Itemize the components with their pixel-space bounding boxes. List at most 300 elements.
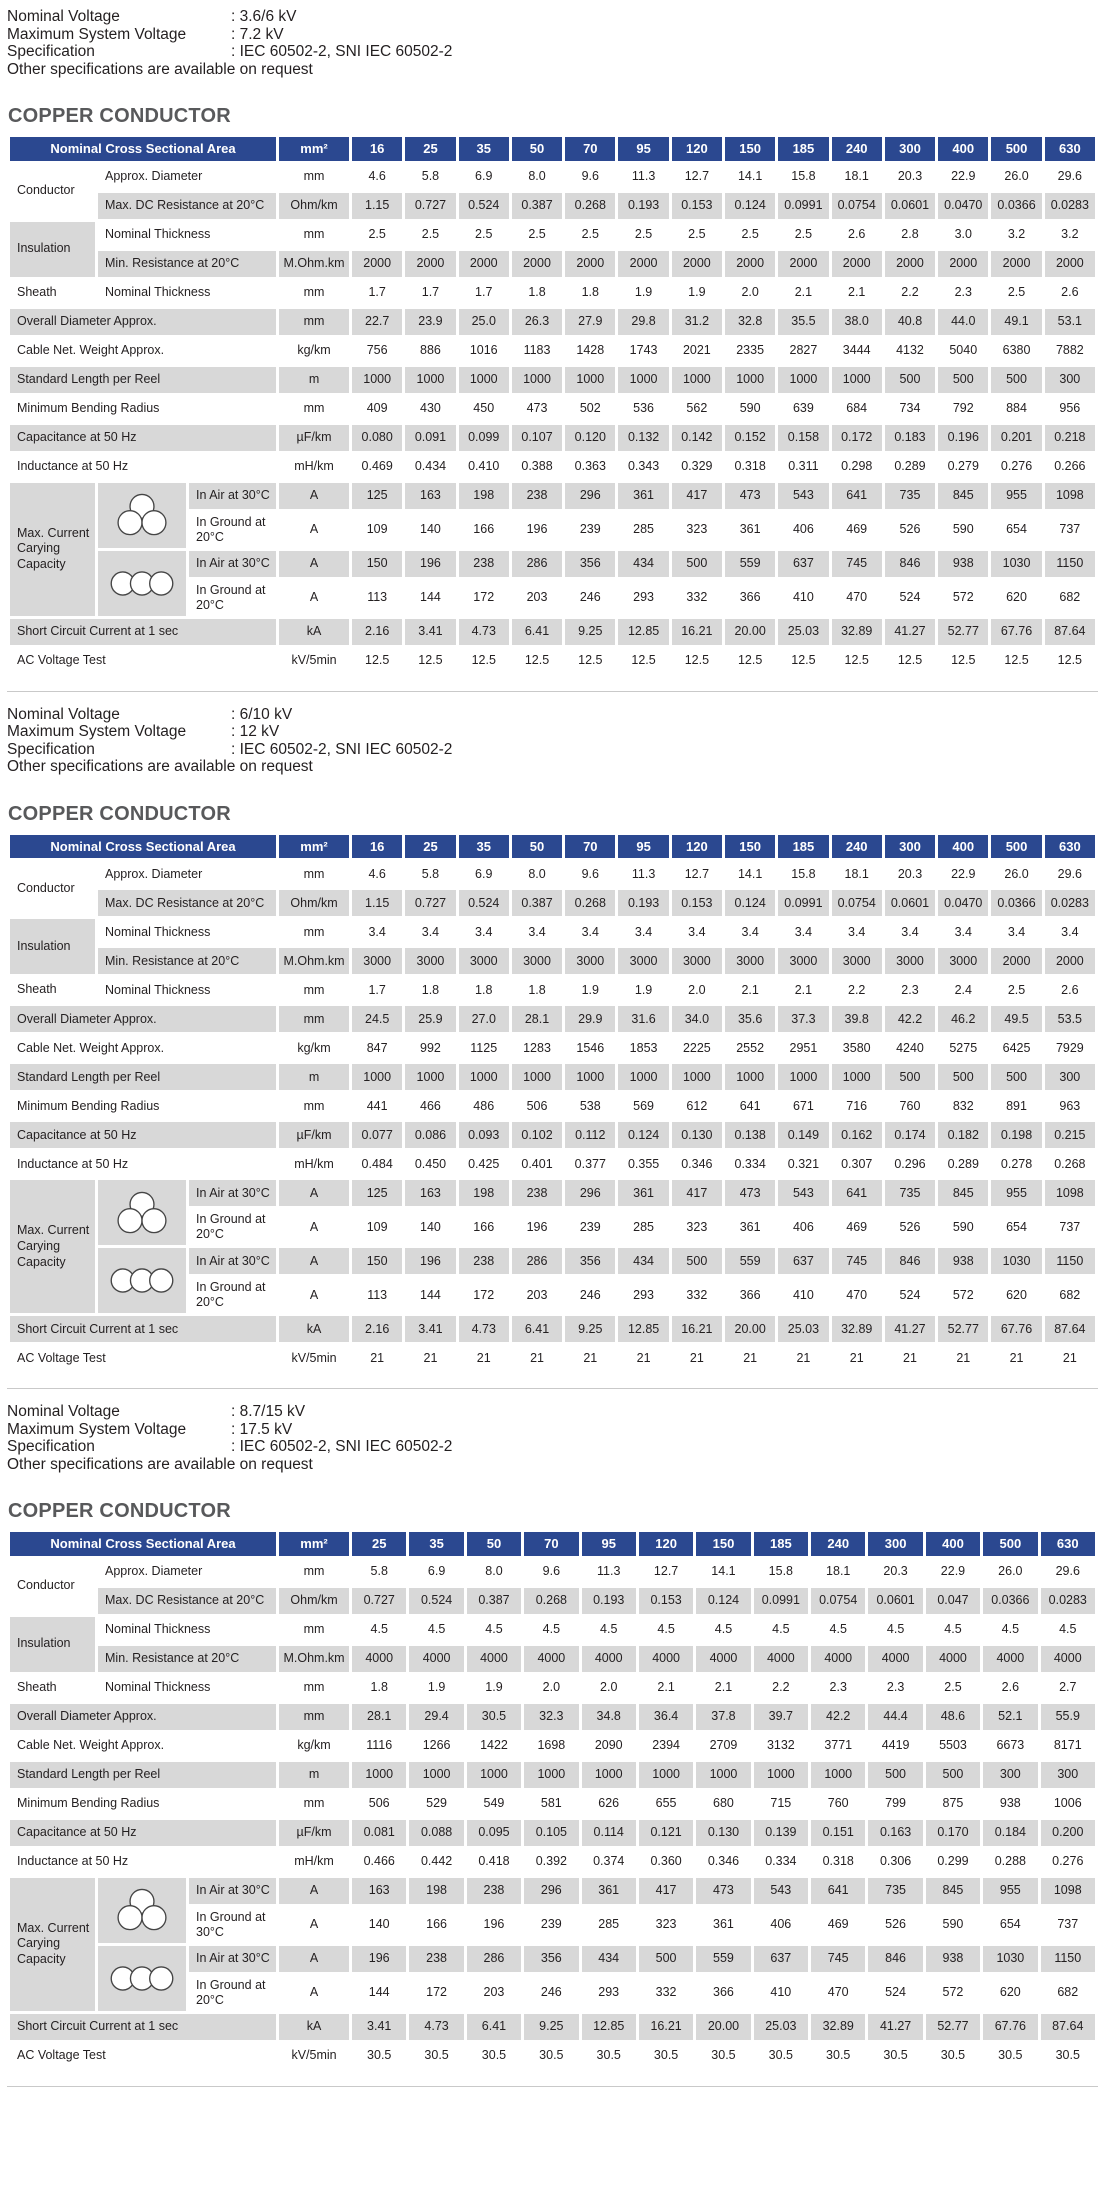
table-row (10, 1675, 1095, 1701)
value-cell: 2.6 (848, 227, 866, 242)
value-cell: 1.9 (485, 1680, 503, 1695)
row-label: Cable Net. Weight Approx. (17, 1040, 165, 1055)
value-cell: 0.121 (639, 1820, 693, 1846)
value-cell: 0.268 (524, 1588, 578, 1614)
value-cell: 16.21 (672, 619, 722, 645)
size-header-cell: 300 (885, 137, 935, 161)
value-cell: 891 (1006, 1098, 1027, 1113)
size-header-cell: 500 (991, 137, 1041, 161)
value-cell: 332 (686, 590, 708, 605)
value-cell: 0.153 (639, 1588, 693, 1614)
spec-block (7, 8, 1098, 61)
value-cell: 0.0991 (778, 193, 828, 219)
table-row (10, 1617, 1095, 1643)
table-row (10, 948, 1095, 974)
value-cell: 0.0283 (1041, 1588, 1095, 1614)
value-cell: 1000 (778, 367, 828, 393)
value-cell: 0.0283 (1045, 890, 1095, 916)
size-header-cell: 120 (672, 137, 722, 161)
value-cell: 35.5 (778, 309, 828, 335)
value-cell: 163 (405, 1180, 455, 1206)
value-cell: 21 (796, 1350, 811, 1365)
value-cell: 3000 (832, 948, 882, 974)
value-cell: 0.153 (672, 890, 722, 916)
value-cell: 15.8 (791, 169, 816, 184)
value-cell: 506 (368, 1796, 390, 1811)
unit-cell: kV/5min (291, 653, 337, 668)
value-cell: 799 (885, 1796, 907, 1811)
row-label: AC Voltage Test (17, 653, 106, 668)
spec-line (7, 1403, 1098, 1421)
flat-arrangement-icon (98, 551, 186, 616)
value-cell: 2.5 (1007, 982, 1026, 997)
row-label: Overall Diameter Approx. (10, 1006, 276, 1032)
spec-label: Maximum System Voltage (7, 723, 187, 741)
table-row (10, 1035, 1095, 1061)
value-cell: 2.5 (475, 227, 493, 242)
value-cell: 1000 (352, 1762, 406, 1788)
value-cell: 25.03 (778, 619, 828, 645)
value-cell: 2000 (1045, 948, 1095, 974)
value-cell: 0.124 (725, 193, 775, 219)
row-label: Nominal Thickness (105, 1622, 211, 1637)
row-label: Minimum Bending Radius (17, 1098, 160, 1113)
value-cell: 0.095 (467, 1820, 521, 1846)
value-cell: 2.0 (741, 285, 759, 300)
value-cell: 0.0470 (938, 890, 988, 916)
value-cell: 196 (483, 1917, 505, 1932)
value-cell: 2552 (736, 1040, 765, 1055)
value-cell: 4.6 (368, 866, 386, 881)
unit-cell: mm (303, 1098, 325, 1113)
value-cell: 2.3 (954, 285, 972, 300)
value-cell: 0.112 (565, 1122, 615, 1148)
value-cell: 0.172 (832, 425, 882, 451)
value-cell: 1000 (405, 367, 455, 393)
value-cell: 1000 (352, 1064, 402, 1090)
value-cell: 29.9 (565, 1006, 615, 1032)
value-cell: 0.0470 (938, 193, 988, 219)
value-cell: 2000 (618, 251, 668, 277)
value-cell: 25.03 (778, 1316, 828, 1342)
size-header-cell: 95 (618, 137, 668, 161)
value-cell: 3.4 (1061, 924, 1079, 939)
value-cell: 36.4 (639, 1704, 693, 1730)
value-cell: 1000 (696, 1762, 750, 1788)
value-cell: 682 (1059, 590, 1081, 605)
value-cell: 38.0 (832, 309, 882, 335)
value-cell: 238 (512, 483, 562, 509)
value-cell: 4.6 (368, 169, 386, 184)
row-group-label: Insulation (10, 222, 95, 277)
value-cell: 25.0 (459, 309, 509, 335)
unit-cell: kA (279, 619, 349, 645)
row-group-label: Sheath (10, 280, 95, 306)
unit-cell: M.Ohm.km (279, 948, 349, 974)
value-cell: 1000 (352, 367, 402, 393)
value-cell: 0.0366 (991, 890, 1041, 916)
value-cell: 2021 (682, 343, 711, 358)
value-cell: 1000 (778, 1064, 828, 1090)
size-header-cell: 400 (926, 1532, 980, 1556)
value-cell: 559 (725, 1248, 775, 1274)
value-cell: 163 (352, 1878, 406, 1904)
value-cell: 40.8 (885, 309, 935, 335)
size-header-cell: 150 (725, 137, 775, 161)
value-cell: 543 (778, 1180, 828, 1206)
size-header-cell: 70 (524, 1532, 578, 1556)
value-cell: 9.25 (565, 1316, 615, 1342)
value-cell: 0.0754 (832, 890, 882, 916)
value-cell: 4000 (868, 1646, 922, 1672)
value-cell: 3.4 (475, 924, 493, 939)
value-cell: 30.5 (768, 2048, 794, 2063)
value-cell: 620 (1006, 590, 1027, 605)
value-cell: 113 (367, 590, 388, 605)
value-cell: 0.174 (885, 1122, 935, 1148)
value-cell: 2.0 (688, 982, 706, 997)
section-heading: COPPER CONDUCTOR (8, 105, 231, 127)
table-row (10, 977, 1095, 1003)
value-cell: 20.00 (725, 619, 775, 645)
value-cell: 163 (405, 483, 455, 509)
value-cell: 300 (1045, 367, 1095, 393)
value-cell: 26.0 (998, 1564, 1023, 1579)
value-cell: 4000 (524, 1646, 578, 1672)
table-row (10, 425, 1095, 451)
table-row (10, 1064, 1095, 1090)
value-cell: 14.1 (737, 866, 763, 881)
value-cell: 87.64 (1045, 619, 1095, 645)
value-cell: 2335 (736, 343, 765, 358)
value-cell: 417 (672, 483, 722, 509)
trefoil-arrangement-icon (98, 483, 186, 548)
value-cell: 67.76 (991, 619, 1041, 645)
value-cell: 0.318 (734, 459, 766, 474)
value-cell: 2.7 (1059, 1680, 1077, 1695)
value-cell: 1000 (832, 367, 882, 393)
value-cell: 0.193 (618, 890, 668, 916)
value-cell: 0.0991 (754, 1588, 808, 1614)
value-cell: 612 (686, 1098, 708, 1113)
value-cell: 1283 (523, 1040, 551, 1055)
table-row (10, 1006, 1095, 1032)
value-cell: 356 (565, 1248, 615, 1274)
value-cell: 21 (849, 1350, 864, 1365)
spec-line (7, 723, 1098, 741)
value-cell: 0.102 (512, 1122, 562, 1148)
spec-label: Nominal Voltage (7, 705, 120, 723)
value-cell: 35.6 (725, 1006, 775, 1032)
value-cell: 41.27 (885, 619, 935, 645)
value-cell: 737 (1059, 1219, 1081, 1234)
row-label: In Air at 30°C (189, 1946, 276, 1972)
value-cell: 18.1 (826, 1564, 851, 1579)
row-label: Approx. Diameter (105, 1564, 203, 1579)
value-cell: 0.276 (1000, 459, 1033, 474)
value-cell: 27.9 (565, 309, 615, 335)
value-cell: 2.5 (741, 227, 759, 242)
table-row (10, 1180, 1095, 1206)
value-cell: 21 (530, 1350, 544, 1365)
value-cell: 29.6 (1057, 169, 1083, 184)
value-cell: 15.8 (791, 866, 816, 881)
value-cell: 53.5 (1045, 1006, 1095, 1032)
value-cell: 1698 (537, 1738, 566, 1753)
spec-value: : 12 kV (231, 723, 280, 741)
value-cell: 1000 (639, 1762, 693, 1788)
value-cell: 293 (598, 1985, 620, 2000)
value-cell: 572 (952, 1287, 974, 1302)
size-header-cell: 500 (991, 835, 1041, 859)
size-header-cell: 35 (409, 1532, 463, 1556)
table-row (10, 1316, 1095, 1342)
value-cell: 2000 (1045, 251, 1095, 277)
value-cell: 473 (696, 1878, 750, 1904)
value-cell: 0.201 (991, 425, 1041, 451)
value-cell: 0.130 (672, 1122, 722, 1148)
value-cell: 2.3 (901, 982, 919, 997)
spec-value: : IEC 60502-2, SNI IEC 60502-2 (231, 740, 453, 758)
section-heading: COPPER CONDUCTOR (8, 1500, 231, 1523)
row-label: Minimum Bending Radius (17, 401, 160, 416)
row-label: Short Circuit Current at 1 sec (10, 1316, 276, 1342)
value-cell: 1000 (811, 1762, 865, 1788)
row-label: Min. Resistance at 20°C (98, 948, 276, 974)
value-cell: 2.5 (634, 227, 653, 242)
value-cell: 590 (952, 522, 974, 537)
value-cell: 1098 (1041, 1878, 1095, 1904)
value-cell: 39.8 (832, 1006, 882, 1032)
value-cell: 1.9 (634, 285, 653, 300)
value-cell: 20.00 (725, 1316, 775, 1342)
value-cell: 0.434 (414, 459, 447, 474)
value-cell: 884 (1006, 401, 1027, 416)
row-group-label: Sheath (10, 977, 95, 1003)
value-cell: 0.418 (478, 1854, 510, 1869)
value-cell: 30.5 (481, 2048, 507, 2063)
value-cell: 52.77 (938, 619, 988, 645)
value-cell: 745 (832, 1248, 882, 1274)
value-cell: 1125 (470, 1040, 498, 1055)
value-cell: 4000 (696, 1646, 750, 1672)
value-cell: 4.5 (944, 1622, 962, 1637)
value-cell: 0.279 (947, 459, 979, 474)
value-cell: 0.193 (618, 193, 668, 219)
value-cell: 3.4 (528, 924, 546, 939)
value-cell: 2000 (778, 251, 828, 277)
value-cell: 0.355 (627, 1156, 660, 1171)
value-cell: 20.00 (696, 2014, 750, 2040)
table-row (10, 1762, 1095, 1788)
unit-cell: A (309, 1985, 319, 2000)
value-cell: 543 (778, 483, 828, 509)
value-cell: 1428 (576, 343, 605, 358)
value-cell: 2.6 (1061, 285, 1079, 300)
value-cell: 559 (725, 551, 775, 577)
value-cell: 144 (420, 590, 441, 605)
value-cell: 6.41 (512, 1316, 562, 1342)
value-cell: 21 (370, 1350, 385, 1365)
value-cell: 470 (846, 1287, 868, 1302)
value-cell: 12.5 (418, 653, 443, 668)
row-label: Capacitance at 50 Hz (10, 1820, 276, 1846)
value-cell: 238 (467, 1878, 521, 1904)
value-cell: 293 (633, 590, 654, 605)
row-group-label: Insulation (10, 1617, 95, 1672)
value-cell: 760 (899, 1098, 921, 1113)
value-cell: 1.7 (421, 285, 440, 300)
value-cell: 1.15 (352, 193, 402, 219)
section-divider (7, 2086, 1098, 2087)
value-cell: 470 (846, 590, 868, 605)
value-cell: 2.1 (714, 1680, 733, 1695)
value-cell: 55.9 (1041, 1704, 1095, 1730)
value-cell: 4000 (409, 1646, 463, 1672)
table-row (10, 919, 1095, 945)
value-cell: 12.5 (471, 653, 496, 668)
value-cell: 0.0754 (811, 1588, 865, 1614)
value-cell: 536 (633, 401, 654, 416)
value-cell: 172 (473, 590, 495, 605)
unit-cell: mm (303, 227, 325, 242)
value-cell: 37.3 (778, 1006, 828, 1032)
value-cell: 9.6 (581, 169, 599, 184)
value-cell: 5275 (949, 1040, 978, 1055)
value-cell: 1006 (1053, 1796, 1082, 1811)
value-cell: 2.4 (954, 982, 972, 997)
value-cell: 526 (899, 522, 921, 537)
unit-cell: Ohm/km (279, 1588, 349, 1614)
size-header-cell: 240 (832, 835, 882, 859)
value-cell: 4.5 (600, 1622, 618, 1637)
unit-cell: mm (303, 401, 325, 416)
value-cell: 0.387 (512, 890, 562, 916)
value-cell: 0.124 (725, 890, 775, 916)
value-cell: 4000 (639, 1646, 693, 1672)
value-cell: 3444 (842, 343, 871, 358)
unit-cell: kA (279, 2014, 349, 2040)
table-row (10, 861, 1095, 887)
unit-cell: mm (279, 309, 349, 335)
value-cell: 21 (743, 1350, 758, 1365)
value-cell: 6380 (1002, 343, 1031, 358)
value-cell: 992 (420, 1040, 441, 1055)
value-cell: 0.0366 (983, 1588, 1037, 1614)
value-cell: 1.9 (581, 982, 599, 997)
value-cell: 500 (938, 1064, 988, 1090)
value-cell: 0.0991 (778, 890, 828, 916)
value-cell: 2.5 (528, 227, 546, 242)
value-cell: 166 (426, 1917, 448, 1932)
value-cell: 417 (639, 1878, 693, 1904)
value-cell: 486 (473, 1098, 495, 1113)
value-cell: 0.307 (841, 1156, 873, 1171)
value-cell: 0.374 (593, 1854, 625, 1869)
copper-conductor-table (7, 1529, 1098, 2072)
size-header-cell: 300 (868, 1532, 922, 1556)
value-cell: 1000 (582, 1762, 636, 1788)
value-cell: 14.1 (737, 169, 763, 184)
row-label: Standard Length per Reel (10, 1762, 276, 1788)
value-cell: 3000 (459, 948, 509, 974)
unit-cell: mm (303, 169, 325, 184)
value-cell: 30.5 (940, 2048, 966, 2063)
value-cell: 1000 (565, 1064, 615, 1090)
value-cell: 500 (991, 367, 1041, 393)
unit-cell: m (279, 1064, 349, 1090)
value-cell: 32.3 (524, 1704, 578, 1730)
value-cell: 1000 (565, 367, 615, 393)
value-cell: 0.047 (926, 1588, 980, 1614)
value-cell: 30.5 (653, 2048, 679, 2063)
value-cell: 0.311 (788, 459, 819, 474)
value-cell: 285 (633, 1219, 654, 1234)
value-cell: 938 (926, 1946, 980, 1972)
value-cell: 22.9 (951, 169, 976, 184)
row-label: In Air at 30°C (189, 551, 276, 577)
value-cell: 0.266 (1054, 459, 1086, 474)
value-cell: 500 (885, 1064, 935, 1090)
value-cell: 30.5 (1055, 2048, 1080, 2063)
value-cell: 4000 (467, 1646, 521, 1672)
size-header-cell: 185 (754, 1532, 808, 1556)
value-cell: 524 (899, 1287, 921, 1302)
spec-note: Other specifications are available on request (7, 60, 313, 78)
spec-line (7, 8, 1098, 26)
spec-line (7, 741, 1098, 759)
value-cell: 0.163 (868, 1820, 922, 1846)
size-header-cell: 240 (811, 1532, 865, 1556)
value-cell: 745 (832, 551, 882, 577)
value-cell: 0.727 (405, 890, 455, 916)
unit-cell: A (279, 1248, 349, 1274)
unit-cell: mm (303, 285, 325, 300)
row-label: In Ground at 20°C (196, 582, 266, 612)
value-cell: 203 (483, 1985, 505, 2000)
spec-line (7, 706, 1098, 724)
spec-label: Maximum System Voltage (7, 25, 187, 43)
value-cell: 30.5 (883, 2048, 908, 2063)
value-cell: 0.138 (725, 1122, 775, 1148)
unit-header-cell: mm² (279, 1532, 349, 1556)
unit-cell: Ohm/km (279, 193, 349, 219)
value-cell: 361 (618, 483, 668, 509)
value-cell: 125 (352, 1180, 402, 1206)
row-label: Standard Length per Reel (10, 367, 276, 393)
table-body (10, 861, 1095, 1371)
value-cell: 466 (420, 1098, 441, 1113)
value-cell: 238 (512, 1180, 562, 1206)
value-cell: 28.1 (512, 1006, 562, 1032)
value-cell: 716 (846, 1098, 868, 1113)
size-header-cell: 150 (725, 835, 775, 859)
value-cell: 12.5 (524, 653, 550, 668)
size-header-cell: 50 (467, 1532, 521, 1556)
value-cell: 434 (618, 551, 668, 577)
value-cell: 356 (524, 1946, 578, 1972)
value-cell: 0.346 (681, 1156, 713, 1171)
value-cell: 87.64 (1045, 1316, 1095, 1342)
value-cell: 300 (1041, 1762, 1095, 1788)
table-body (10, 164, 1095, 674)
value-cell: 198 (459, 483, 509, 509)
row-label: Approx. Diameter (105, 169, 203, 184)
value-cell: 34.8 (582, 1704, 636, 1730)
value-cell: 2.5 (421, 227, 440, 242)
size-header-cell: 400 (938, 137, 988, 161)
value-cell: 4.5 (657, 1622, 675, 1637)
